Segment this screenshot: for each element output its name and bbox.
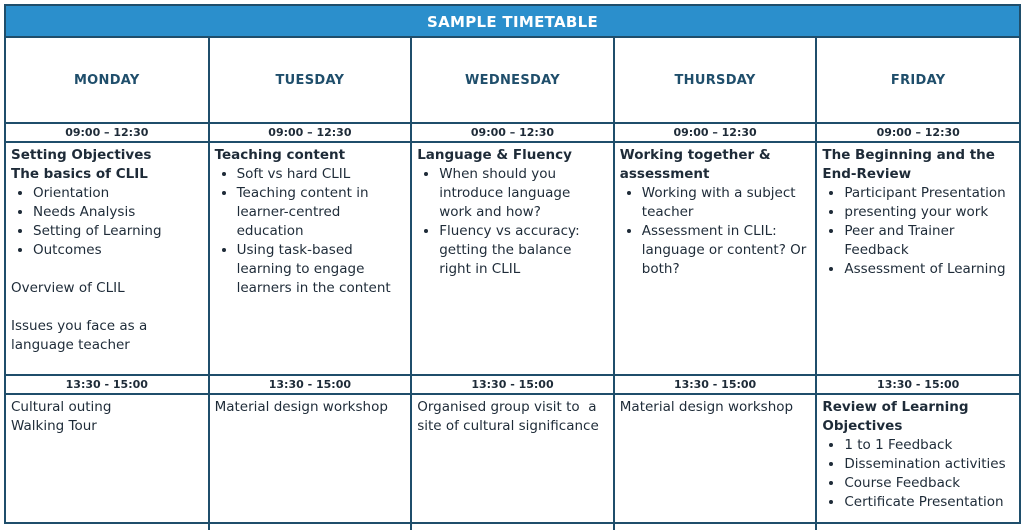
list-item: • When should you introduce language work and how? [439,165,607,222]
list-item: • presenting your work [844,203,1013,222]
session-heading: Teaching content [214,147,346,163]
list-item: • Teaching content in learner-centred education [237,184,405,241]
session-text: Cultural outing [11,399,112,415]
afternoon-time-monday: 13:30 - 15:00 [6,375,209,394]
morning-time-monday: 09:00 – 12:30 [6,123,209,142]
list-item: • Fluency vs accuracy: getting the balance right in CLIL [439,222,607,279]
afternoon-tuesday [209,394,412,530]
day-wednesday: WEDNESDAY [411,38,614,123]
list-item: • Course Feedback [844,474,1013,493]
session-heading: Setting Objectives [11,147,152,163]
morning-time-wednesday: 09:00 – 12:30 [411,123,614,142]
list-item: • Dissemination activities [844,455,1013,474]
list-item: • Peer and Trainer Feedback [844,222,1013,260]
session-topics [417,165,607,279]
list-item: • Needs Analysis [33,203,202,222]
session-note: Overview of CLIL [11,280,125,296]
session-note: Issues you face as a language teacher [11,318,148,353]
list-item: • Orientation [33,184,202,203]
list-item: • Certificate Presentation [844,493,1013,512]
session-heading: Working together & assessment [619,147,771,182]
session-heading: Language & Fluency [417,147,572,163]
morning-session-row [6,142,1019,375]
morning-thursday [614,142,817,375]
day-monday: MONDAY [6,38,209,123]
morning-tuesday [209,142,412,375]
day-friday: FRIDAY [816,38,1019,123]
day-tuesday: TUESDAY [209,38,412,123]
afternoon-time-row [6,375,1019,394]
morning-friday [816,142,1019,375]
session-text: Organised group visit to a site of cultural significance [417,399,601,434]
list-item: • Soft vs hard CLIL [237,165,405,184]
morning-time-thursday: 09:00 – 12:30 [614,123,817,142]
list-item: • Assessment in CLIL: language or content? Or both? [642,222,810,279]
morning-time-row [6,123,1019,142]
afternoon-wednesday [411,394,614,530]
list-item: • 1 to 1 Feedback [844,436,1013,455]
afternoon-time-tuesday: 13:30 - 15:00 [209,375,412,394]
afternoon-time-friday: 13:30 - 15:00 [816,375,1019,394]
day-thursday: THURSDAY [614,38,817,123]
afternoon-time-thursday: 13:30 - 15:00 [614,375,817,394]
timetable-title: SAMPLE TIMETABLE [6,6,1019,38]
session-topics [822,436,1013,512]
list-item: • Participant Presentation [844,184,1013,203]
morning-time-tuesday: 09:00 – 12:30 [209,123,412,142]
timetable [4,4,1021,524]
list-item: • Working with a subject teacher [642,184,810,222]
session-text: Walking Tour [11,418,97,434]
afternoon-friday [816,394,1019,530]
session-topics [215,165,405,298]
afternoon-session-row [6,394,1019,530]
afternoon-time-wednesday: 13:30 - 15:00 [411,375,614,394]
session-topics [822,184,1013,279]
list-item: • Assessment of Learning [844,260,1013,279]
morning-time-friday: 09:00 – 12:30 [816,123,1019,142]
morning-monday [6,142,209,375]
session-topics [11,184,202,260]
afternoon-monday [6,394,209,530]
session-text: Material design workshop [619,399,794,415]
session-topics [620,184,810,279]
session-heading: Review of Learning Objectives [822,399,969,434]
morning-wednesday [411,142,614,375]
day-header-row [6,38,1019,123]
session-heading: The Beginning and the End-Review [822,147,995,182]
list-item: • Using task-based learning to engage learners in the content [237,241,405,298]
session-text: Material design workshop [214,399,388,415]
afternoon-thursday [614,394,817,530]
session-heading: The basics of CLIL [11,166,148,182]
timetable-grid [6,38,1019,530]
list-item: • Setting of Learning [33,222,202,241]
list-item: • Outcomes [33,241,202,260]
